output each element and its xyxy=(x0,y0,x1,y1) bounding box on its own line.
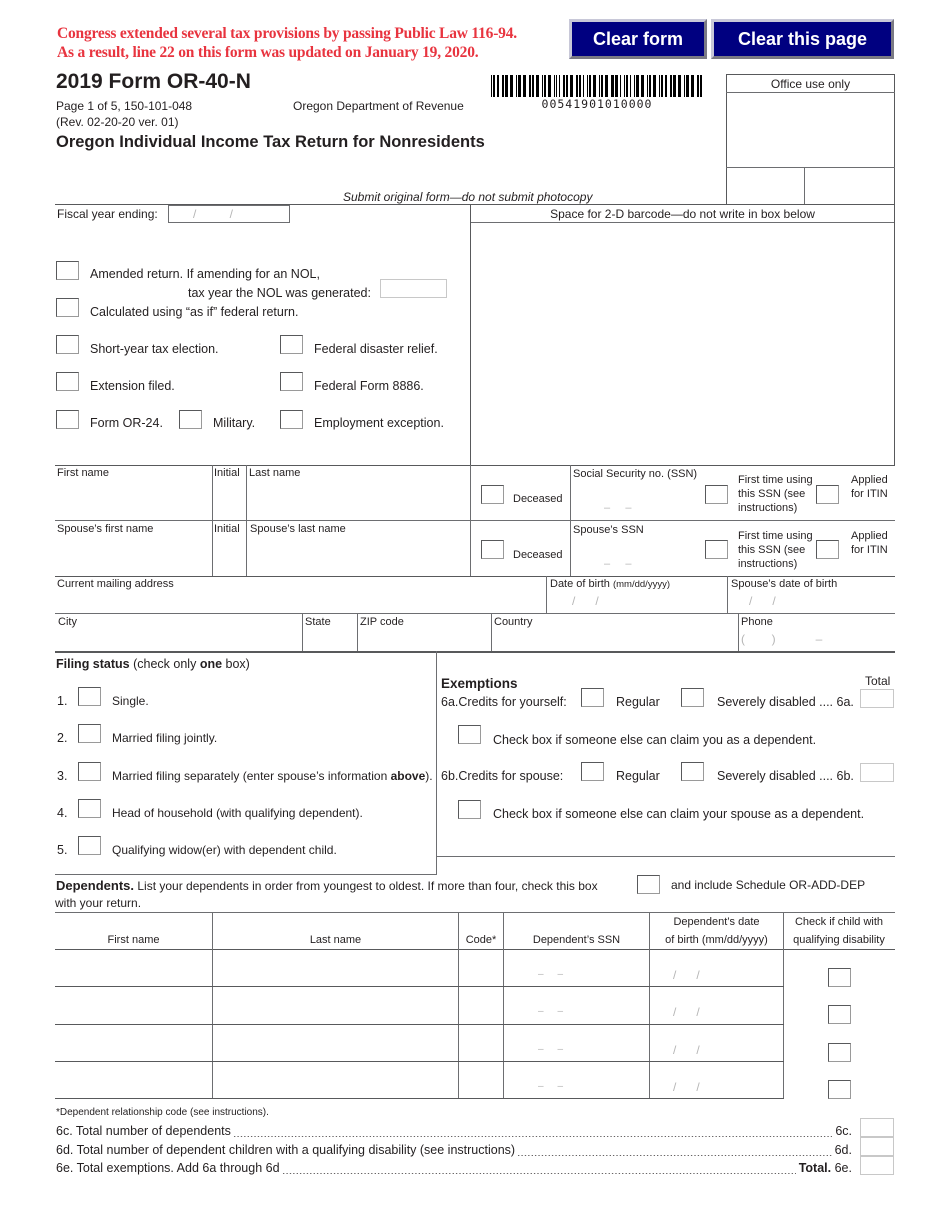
employment-exception-label: Employment exception. xyxy=(314,416,444,430)
filing-status-number: 4. xyxy=(57,806,68,820)
dependent-row-divider xyxy=(55,986,784,987)
barcode-bar xyxy=(529,75,531,97)
dependent-first-name-input[interactable] xyxy=(56,988,211,1022)
dependent-row-divider xyxy=(55,1098,784,1099)
6b-regular-checkbox[interactable] xyxy=(581,762,604,781)
barcode-bar xyxy=(523,75,526,97)
spouse-itin-line-2: for ITIN xyxy=(851,544,888,556)
itin-line-1: Applied xyxy=(851,474,888,486)
dependent-ssn-input[interactable] xyxy=(505,951,648,985)
barcode-bar xyxy=(518,75,521,97)
dependent-code-input[interactable] xyxy=(460,1026,502,1060)
filing-status-title: Filing status xyxy=(56,657,130,671)
barcode-bar xyxy=(502,75,504,97)
nol-year-input[interactable] xyxy=(380,279,447,298)
dependent-last-name-input[interactable] xyxy=(214,988,457,1022)
phone-separator: ( ) – xyxy=(741,632,823,646)
dependent-ssn-separator: – – xyxy=(538,1006,564,1018)
6b-regular-label: Regular xyxy=(616,769,660,783)
barcode-bar xyxy=(563,75,565,97)
col-dob xyxy=(650,913,783,949)
filing-status-instr-bold: one xyxy=(199,657,223,671)
barcode-bar xyxy=(684,75,685,97)
state-input[interactable] xyxy=(304,629,356,650)
barcode-bar xyxy=(641,75,644,97)
dependent-last-name-input[interactable] xyxy=(214,1063,457,1097)
dependent-first-name-input[interactable] xyxy=(56,951,211,985)
dependent-dob-input[interactable] xyxy=(651,1026,782,1060)
barcode-bar xyxy=(516,75,517,97)
filing-status-text: Married filing jointly. xyxy=(112,731,218,745)
dependent-code-input[interactable] xyxy=(460,1063,502,1097)
barcode-space-label: Space for 2-D barcode—do not write in box below xyxy=(550,207,815,221)
filing-status-checkbox-5[interactable] xyxy=(78,836,101,855)
barcode-bar xyxy=(548,75,551,97)
barcode-bar xyxy=(615,75,618,97)
spouse-first-time-ssn-checkbox[interactable] xyxy=(705,540,728,559)
fiscal-year-label: Fiscal year ending: xyxy=(57,207,158,221)
6a-disabled-checkbox[interactable] xyxy=(681,688,704,707)
barcode-bar xyxy=(593,75,596,97)
dependents-heading: Dependents. xyxy=(56,878,135,893)
filing-status-text: Single. xyxy=(112,694,149,708)
more-than-four-checkbox[interactable] xyxy=(637,875,660,894)
zip-label: ZIP code xyxy=(360,616,404,628)
short-year-checkbox[interactable] xyxy=(56,335,79,354)
filing-status-label-3 xyxy=(112,769,433,783)
line-6d xyxy=(56,1143,852,1159)
6b-disabled-label: Severely disabled .... 6b. xyxy=(717,769,854,783)
clear-page-button[interactable]: Clear this page xyxy=(711,19,894,59)
dependents-intro xyxy=(56,878,598,893)
barcode-bar xyxy=(653,75,656,97)
clear-form-button[interactable]: Clear form xyxy=(569,19,707,59)
notice-line-2: As a result, line 22 on this form was updated on January 19, 2020. xyxy=(57,44,479,61)
filing-status-label-5 xyxy=(112,843,337,857)
spouse-ssn-label: Spouse’s SSN xyxy=(573,524,644,536)
6b-disabled-checkbox[interactable] xyxy=(681,762,704,781)
dependent-dob-separator: / / xyxy=(673,1042,700,1057)
filing-status-checkbox-2[interactable] xyxy=(78,724,101,743)
6a-regular-label: Regular xyxy=(616,695,660,709)
first-name-label: First name xyxy=(57,467,109,479)
filing-status-text: Qualifying widow(er) with dependent child. xyxy=(112,843,337,857)
barcode-bar xyxy=(624,75,625,97)
dependent-code-input[interactable] xyxy=(460,988,502,1022)
6e-total-input[interactable] xyxy=(860,1156,894,1175)
spouse-first-time-ssn-label xyxy=(738,529,813,571)
dependent-row-divider xyxy=(55,1024,784,1025)
spouse-first-time-line-3: instructions) xyxy=(738,558,798,570)
dob-separator: / / xyxy=(572,594,599,608)
spouse-applied-itin-checkbox[interactable] xyxy=(816,540,839,559)
country-label: Country xyxy=(494,616,533,628)
page-info: Page 1 of 5, 150-101-048 xyxy=(56,99,193,113)
filing-status-label-1 xyxy=(112,694,149,708)
fiscal-year-input[interactable] xyxy=(168,205,290,223)
barcode-bar xyxy=(576,75,578,97)
barcode-bar xyxy=(647,75,648,97)
short-year-label: Short-year tax election. xyxy=(90,342,219,356)
filing-status-number: 1. xyxy=(57,694,68,708)
barcode-bar xyxy=(626,75,628,97)
line-6e-label: 6e. Total exemptions. Add 6a through 6d xyxy=(56,1161,280,1175)
line-6d-leader xyxy=(517,1155,832,1156)
col-first-name: First name xyxy=(107,934,160,946)
barcode-bar xyxy=(566,75,568,97)
spouse-initial-label: Initial xyxy=(214,523,240,535)
line-6e xyxy=(56,1161,852,1177)
city-input[interactable] xyxy=(56,629,301,650)
line-6a-label: 6a.Credits for yourself: xyxy=(441,695,567,709)
fiscal-year-separator: / / xyxy=(193,207,234,221)
dependent-dob-input[interactable] xyxy=(651,988,782,1022)
as-if-checkbox[interactable] xyxy=(56,298,79,317)
barcode-bar xyxy=(636,75,639,97)
dependents-instr-line2: with your return. xyxy=(55,896,142,910)
dependent-ssn-input[interactable] xyxy=(505,1026,648,1060)
6c-total-input[interactable] xyxy=(860,1118,894,1137)
dependent-ssn-separator: – – xyxy=(538,1080,564,1092)
barcode-bar xyxy=(659,75,660,97)
form-subtitle: Oregon Individual Income Tax Return for Nonresidents xyxy=(56,133,485,151)
spouse-last-name-label: Spouse’s last name xyxy=(250,523,346,535)
barcode-bar xyxy=(691,75,694,97)
dependents-instr: List your dependents in order from youngest to oldest. If more than four, check this box xyxy=(134,879,598,893)
barcode-bar xyxy=(670,75,672,97)
total-column-label: Total xyxy=(865,674,891,688)
amended-return-label: Amended return. If amending for an NOL, xyxy=(90,267,320,281)
filing-status-label-4 xyxy=(112,806,363,820)
spouse-itin-line-1: Applied xyxy=(851,530,888,542)
barcode xyxy=(491,75,703,97)
barcode-bar xyxy=(673,75,676,97)
col-last-name: Last name xyxy=(309,934,362,946)
dependent-ssn-input[interactable] xyxy=(505,988,648,1022)
barcode-bar xyxy=(554,75,555,97)
barcode-bar xyxy=(579,75,581,97)
dependent-dob-input[interactable] xyxy=(651,951,782,985)
spouse-first-time-line-1: First time using xyxy=(738,530,813,542)
barcode-bar xyxy=(700,75,702,97)
barcode-bar xyxy=(505,75,508,97)
spouse-first-time-line-2: this SSN (see xyxy=(738,544,806,556)
initial-label: Initial xyxy=(214,467,240,479)
military-label: Military. xyxy=(213,416,256,430)
barcode-bar xyxy=(661,75,663,97)
ssn-input[interactable] xyxy=(572,484,700,518)
dependent-dob-input[interactable] xyxy=(651,1063,782,1097)
line-6d-label: 6d. Total number of dependent children with a qualifying disability (see instructions) xyxy=(56,1143,516,1157)
barcode-bar xyxy=(559,75,560,97)
extension-checkbox[interactable] xyxy=(56,372,79,391)
line-6e-leader xyxy=(282,1173,796,1174)
spouse-dob-input[interactable] xyxy=(729,592,894,612)
barcode-bar xyxy=(599,75,600,97)
barcode-bar xyxy=(491,75,492,97)
update-notice xyxy=(57,24,517,62)
col-dob-line-1: Dependent’s date xyxy=(673,916,760,928)
filing-status-tail-text: ). xyxy=(425,769,433,783)
6b-total-input[interactable] xyxy=(860,763,894,782)
dependent-disability-checkbox[interactable] xyxy=(828,1080,851,1099)
office-use-label: Office use only xyxy=(770,77,851,91)
barcode-bar xyxy=(544,75,546,97)
spouse-first-name-label: Spouse’s first name xyxy=(57,523,154,535)
col-ssn: Dependent’s SSN xyxy=(532,934,621,946)
line-6e-ref-text: 6e. xyxy=(834,1161,852,1175)
barcode-number: 00541901010000 xyxy=(541,97,653,111)
submit-note: Submit original form—do not submit photocopy xyxy=(343,190,593,204)
dependent-dob-separator: / / xyxy=(673,1079,700,1094)
employment-exception-checkbox[interactable] xyxy=(280,410,303,429)
barcode-bar xyxy=(532,75,534,97)
notice-line-1: Congress extended several tax provisions by passing Public Law 116-94. xyxy=(57,25,517,42)
col-dob-line-2: of birth (mm/dd/yyyy) xyxy=(665,934,768,946)
filing-status-number: 2. xyxy=(57,731,68,745)
dob-label-text: Date of birth xyxy=(550,578,610,590)
dependents-instr-tail: and include Schedule OR-ADD-DEP xyxy=(671,878,866,892)
line-6c-label: 6c. Total number of dependents xyxy=(56,1124,231,1138)
phone-label: Phone xyxy=(741,616,773,628)
barcode-bar xyxy=(686,75,689,97)
6a-disabled-label: Severely disabled .... 6a. xyxy=(717,695,854,709)
claim-you-label: Check box if someone else can claim you as a dependent. xyxy=(493,733,817,747)
form-title: 2019 Form OR-40-N xyxy=(56,70,251,93)
dependent-disability-checkbox[interactable] xyxy=(828,1043,851,1062)
2d-barcode-area xyxy=(471,223,894,465)
zip-input[interactable] xyxy=(359,629,490,650)
applied-itin-checkbox[interactable] xyxy=(816,485,839,504)
dependent-first-name-input[interactable] xyxy=(56,1026,211,1060)
spouse-ssn-separator: – – xyxy=(604,558,632,570)
line-6c-leader xyxy=(233,1136,832,1137)
filing-status-checkbox-1[interactable] xyxy=(78,687,101,706)
barcode-bar xyxy=(587,75,588,97)
extension-label: Extension filed. xyxy=(90,379,175,393)
form-8886-label: Federal Form 8886. xyxy=(314,379,424,393)
disaster-relief-label: Federal disaster relief. xyxy=(314,342,438,356)
filing-status-number: 3. xyxy=(57,769,68,783)
barcode-bar xyxy=(665,75,667,97)
claim-you-checkbox[interactable] xyxy=(458,725,481,744)
barcode-bar xyxy=(678,75,681,97)
military-checkbox[interactable] xyxy=(179,410,202,429)
filing-status-instr-post: box) xyxy=(222,657,250,671)
spouse-applied-itin-label xyxy=(851,529,888,557)
last-name-label: Last name xyxy=(249,467,301,479)
form-8886-checkbox[interactable] xyxy=(280,372,303,391)
dependents-footnote: *Dependent relationship code (see instructions). xyxy=(56,1107,269,1118)
dob-label xyxy=(550,578,670,590)
office-use-box xyxy=(726,74,895,205)
line-6e-total-word: Total. xyxy=(798,1161,832,1175)
nol-year-label: tax year the NOL was generated: xyxy=(188,286,371,300)
barcode-bar xyxy=(536,75,539,97)
line-6c-ref: 6c. xyxy=(835,1124,852,1138)
spouse-dob-separator: / / xyxy=(749,594,776,608)
amended-return-checkbox[interactable] xyxy=(56,261,79,280)
itin-line-2: for ITIN xyxy=(851,488,888,500)
6a-total-input[interactable] xyxy=(860,689,894,708)
dependent-ssn-separator: – – xyxy=(538,1043,564,1055)
col-disability-line-1: Check if child with xyxy=(794,916,884,928)
department: Oregon Department of Revenue xyxy=(293,99,464,113)
dependent-first-name-input[interactable] xyxy=(56,1063,211,1097)
filing-status-number: 5. xyxy=(57,843,68,857)
first-time-ssn-checkbox[interactable] xyxy=(705,485,728,504)
disaster-relief-checkbox[interactable] xyxy=(280,335,303,354)
col-disability xyxy=(784,913,894,949)
spouse-deceased-checkbox[interactable] xyxy=(481,540,504,559)
6a-regular-checkbox[interactable] xyxy=(581,688,604,707)
barcode-bar xyxy=(570,75,573,97)
barcode-bar xyxy=(497,75,499,97)
barcode-bar xyxy=(493,75,495,97)
barcode-bar xyxy=(542,75,543,97)
barcode-bar xyxy=(583,75,584,97)
spouse-deceased-label: Deceased xyxy=(513,549,563,561)
dependent-dob-separator: / / xyxy=(673,1005,700,1020)
barcode-bar xyxy=(611,75,614,97)
barcode-bar xyxy=(634,75,635,97)
dependent-last-name-input[interactable] xyxy=(214,1026,457,1060)
filing-status-text: Married filing separately (enter spouse’s information xyxy=(112,769,391,783)
line-6b-label: 6b.Credits for spouse: xyxy=(441,769,564,783)
dependent-ssn-separator: – – xyxy=(538,969,564,980)
barcode-bar xyxy=(601,75,603,97)
filing-status-heading xyxy=(56,657,250,671)
spouse-dob-label: Spouse’s date of birth xyxy=(731,578,838,590)
barcode-bar xyxy=(620,75,621,97)
dependent-disability-checkbox[interactable] xyxy=(828,968,851,987)
filing-status-checkbox-3[interactable] xyxy=(78,762,101,781)
barcode-bar xyxy=(510,75,513,97)
phone-input[interactable] xyxy=(740,630,894,650)
exemptions-heading: Exemptions xyxy=(441,676,518,691)
line-6c xyxy=(56,1124,852,1140)
dependent-dob-separator: / / xyxy=(673,968,700,982)
spouse-ssn-input[interactable] xyxy=(572,540,700,574)
barcode-bar xyxy=(649,75,651,97)
dependent-row-divider xyxy=(55,1061,784,1062)
line-6d-ref: 6d. xyxy=(834,1143,852,1157)
dob-format: (mm/dd/yyyy) xyxy=(612,579,670,590)
first-time-ssn-label xyxy=(738,473,813,515)
dependent-disability-checkbox[interactable] xyxy=(828,1005,851,1024)
barcode-bar xyxy=(589,75,591,97)
or24-checkbox[interactable] xyxy=(56,410,79,429)
claim-spouse-label: Check box if someone else can claim your spouse as a dependent. xyxy=(493,807,865,821)
ssn-separator: – – xyxy=(604,502,632,514)
deceased-checkbox[interactable] xyxy=(481,485,504,504)
mailing-address-input[interactable] xyxy=(56,592,545,613)
line-6e-ref xyxy=(799,1161,852,1175)
deceased-label: Deceased xyxy=(513,493,563,505)
applied-itin-label xyxy=(851,473,888,501)
first-time-line-1: First time using xyxy=(738,474,813,486)
filing-status-label-2 xyxy=(112,731,217,745)
col-disability-line-2: qualifying disability xyxy=(793,934,885,946)
filing-status-text: Head of household (with qualifying dependent). xyxy=(112,806,363,820)
state-label: State xyxy=(305,616,331,628)
city-label: City xyxy=(58,616,77,628)
filing-status-bold-text: above xyxy=(390,769,426,783)
barcode-bar xyxy=(605,75,608,97)
col-code: Code* xyxy=(465,934,497,946)
filing-status-checkbox-4[interactable] xyxy=(78,799,101,818)
dependent-last-name-input[interactable] xyxy=(214,951,457,985)
barcode-bar xyxy=(697,75,699,97)
ssn-label: Social Security no. (SSN) xyxy=(573,468,698,480)
first-time-line-2: this SSN (see xyxy=(738,488,806,500)
filing-status-instr-pre: (check only xyxy=(133,657,200,671)
barcode-bar xyxy=(556,75,557,97)
mailing-address-label: Current mailing address xyxy=(57,578,174,590)
dob-input[interactable] xyxy=(548,592,726,612)
dependent-code-input[interactable] xyxy=(460,951,502,985)
6d-total-input[interactable] xyxy=(860,1137,894,1156)
dependent-ssn-input[interactable] xyxy=(505,1063,648,1097)
claim-spouse-checkbox[interactable] xyxy=(458,800,481,819)
first-time-line-3: instructions) xyxy=(738,502,798,514)
country-input[interactable] xyxy=(493,629,737,650)
as-if-label: Calculated using “as if” federal return. xyxy=(90,305,299,319)
or24-label: Form OR-24. xyxy=(90,416,163,430)
revision: (Rev. 02-20-20 ver. 01) xyxy=(56,115,179,129)
barcode-bar xyxy=(630,75,631,97)
